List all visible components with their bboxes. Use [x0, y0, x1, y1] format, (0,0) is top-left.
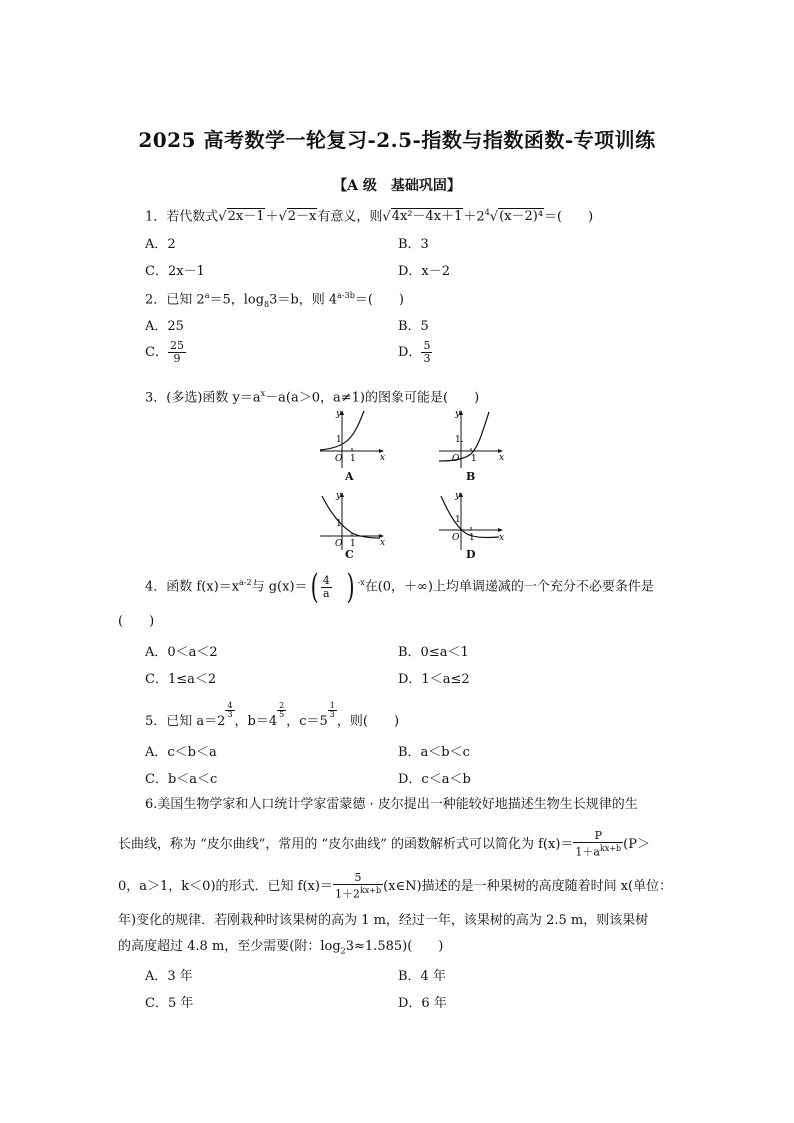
question-4-option-c: C．1≤a＜2 — [145, 672, 217, 687]
graph-b-one-x: 1 — [471, 454, 477, 464]
question-5-option-c: C．b＜a＜c — [145, 772, 218, 787]
question-2-option-a: A．25 — [145, 319, 184, 334]
question-6-line-1: 6.美国生物学家和人口统计学家雷蒙德 · 皮尔提出一种能较好地描述生物生长规律的生 — [145, 797, 638, 812]
graph-c-x-label: x — [380, 538, 386, 548]
question-4-option-d: D．1＜a≤2 — [398, 672, 470, 687]
graph-b — [437, 408, 507, 470]
graph-d-one-y: 1 — [455, 515, 461, 525]
graph-c-y-label: y — [336, 491, 342, 501]
question-2-stem: 2．已知 $2^a=5$，$\log_83=b$，则 $4^{a-3b}=$( ) — [145, 291, 404, 309]
question-6-line-5: 的高度超过 4.8 m，至少需要(附：$\log_23\approx 1.585$)( ) — [118, 939, 444, 956]
graph-d-y-label: y — [455, 491, 461, 501]
question-6-line-3: 0，a＞1，k＜0)的形式．已知 f(x)＝ $\frac{5}{1+2^{kx+b}}$ (x∈N)描述的是一种果树的高度随着时间 x(单位： — [118, 871, 673, 901]
graph-b-x-label: x — [499, 453, 505, 463]
graph-b-one-y: 1. — [455, 435, 464, 445]
section-level-heading: 【A 级 基础巩固】 — [333, 178, 461, 194]
graph-c-one-x: 1 — [350, 539, 356, 549]
graph-a-x-label: x — [380, 453, 386, 463]
page-title: 2025 高考数学一轮复习-2.5-指数与指数函数-专项训练 — [138, 128, 656, 152]
graph-d-x-label: x — [499, 533, 505, 543]
graph-d — [437, 490, 507, 552]
question-4-option-a: A．0＜a＜2 — [145, 645, 218, 660]
graph-a-label: A — [345, 470, 354, 483]
question-2-option-c: C． $\frac{25}{9}$ — [145, 339, 184, 365]
graph-c-one-y: 1 — [336, 519, 342, 529]
graph-b-origin: O — [452, 454, 460, 464]
question-5-option-a: A．c＜b＜a — [145, 745, 217, 760]
question-2-option-d: D． $\frac{5}{3}$ — [398, 339, 431, 365]
question-5-option-d: D．c＜a＜b — [398, 772, 471, 787]
question-6-option-c: C．5 年 — [145, 996, 194, 1011]
question-1-option-d: D．x－2 — [398, 264, 451, 279]
question-1-option-a: A．2 — [145, 237, 176, 252]
question-6-option-b: B．4 年 — [398, 969, 446, 984]
question-6-option-a: A．3 年 — [145, 969, 193, 984]
graph-a-one-x: 1 — [350, 454, 356, 464]
graph-a-y-label: y — [336, 409, 342, 419]
graph-d-label: D — [466, 548, 476, 561]
question-1-stem: 1．若代数式√2x－1＋√2－x有意义，则$√4x^2-4x+1+2^4√(x-2)^4=$( ) — [145, 208, 594, 225]
graph-b-label: B — [466, 470, 476, 483]
question-1-option-c: C．2x－1 — [145, 264, 205, 279]
graph-d-one-x: 1 — [469, 533, 475, 543]
graph-a-one-y: 1 — [336, 435, 342, 445]
question-4-option-b: B．0≤a＜1 — [398, 645, 469, 660]
question-5-stem: 5．已知 a＝2 $\frac{4}{3}$ ，b＝4 $\frac{2}{5}$ ，c＝5 $\frac{1}{3}$ ，则( ) — [145, 701, 400, 729]
question-4-answer-paren: ( ) — [118, 614, 155, 629]
graph-b-y-label: y — [455, 409, 461, 419]
question-1-option-b: B．3 — [398, 237, 429, 252]
graph-c-label: C — [345, 548, 354, 561]
graph-a — [318, 408, 388, 470]
graph-c — [318, 490, 388, 552]
graph-a-origin: O — [335, 454, 343, 464]
question-6-option-d: D．6 年 — [398, 996, 447, 1011]
question-2-option-b: B．5 — [398, 319, 429, 334]
question-5-option-b: B．a＜b＜c — [398, 745, 470, 760]
question-6-line-4: 年)变化的规律．若刚栽种时该果树的高为 1 m，经过一年，该果树的高为 2.5 m，则该果树 — [118, 913, 649, 928]
graph-d-origin: O — [452, 533, 460, 543]
graph-c-origin: O — [335, 539, 343, 549]
question-4-stem: 4．函数 $f(x)=x^{a-2}$与 g(x)＝( $\frac{4}{a}$ ) $^{-x}$在(0，＋∞)上均单调递减的一个充分不必要条件是 — [145, 567, 654, 607]
question-6-line-2: 长曲线，称为 “皮尔曲线”，常用的 “皮尔曲线” 的函数解析式可以简化为 f(x)＝ $\frac{P}{1+a^{kx+b}}$ (P＞ — [118, 829, 650, 859]
question-3-stem: 3．(多选)函数 $y=a^x-a(a>0$，a≠1)的图象可能是( ) — [145, 389, 480, 406]
